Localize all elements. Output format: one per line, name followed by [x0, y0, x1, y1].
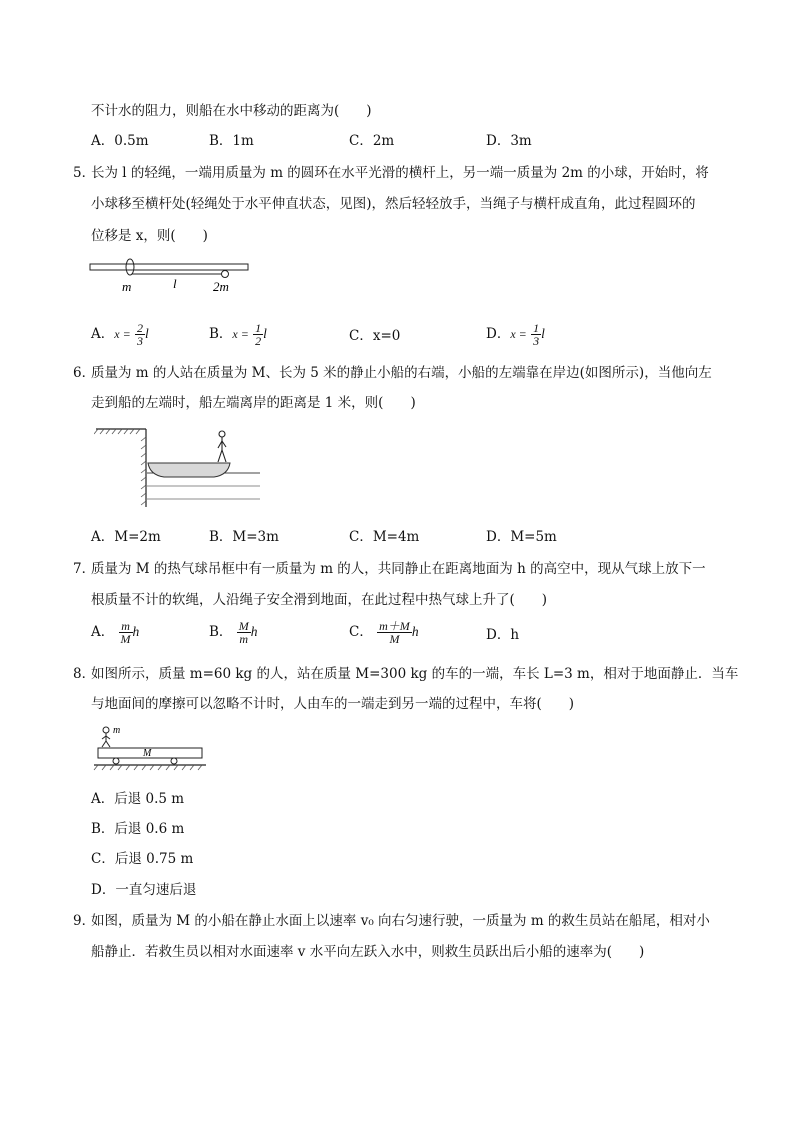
- q8-stem-line1: 如图所示，质量 m=60 kg 的人，站在质量 M=300 kg 的车的一端，车长 L=3 m，相对于地面静止．当车: [91, 666, 739, 682]
- boat-icon: [148, 463, 230, 477]
- q5-option-a[interactable]: A．x = $\frac{2}{3}$ l: [91, 321, 149, 348]
- q4-option-c[interactable]: C．2m: [349, 133, 395, 149]
- q5-stem-line3: 位移是 x，则( ): [91, 228, 208, 244]
- q8-stem-line2: 与地面间的摩擦可以忽略不计时，人由车的一端走到另一端的过程中，车将( ): [91, 696, 575, 712]
- q5-stem-line1: 长为 l 的轻绳，一端用质量为 m 的圆环在水平光滑的横杆上，另一端一质量为 2m 的小球，开始时，将: [91, 165, 709, 181]
- q8-option-a[interactable]: A．后退 0.5 m: [91, 791, 185, 807]
- q5-option-d[interactable]: D．x = $\frac{1}{3}$ l: [486, 321, 545, 348]
- q7-number: 7．: [73, 561, 96, 577]
- q5-number: 5．: [73, 165, 96, 181]
- q8-option-b[interactable]: B．后退 0.6 m: [91, 821, 185, 837]
- q7-option-c[interactable]: C． $\frac{m+M}{M}$ h: [349, 619, 419, 646]
- q6-stem-line2: 走到船的左端时，船左端离岸的距离是 1 米，则( ): [91, 395, 416, 411]
- q9-stem-line1: 如图，质量为 M 的小船在静止水面上以速率 v₀ 向右匀速行驶，一质量为 m 的救生员站在船尾，相对小: [91, 913, 710, 929]
- q7-option-b[interactable]: B． $\frac{M}{m}$ h: [209, 619, 258, 646]
- q4-option-a[interactable]: A．0.5m: [91, 133, 149, 149]
- q8-cart-person-figure: [92, 722, 210, 772]
- q7-option-d[interactable]: D．h: [486, 627, 520, 643]
- q8-option-d[interactable]: D．一直匀速后退: [91, 882, 197, 898]
- q5-option-c[interactable]: C．x=0: [349, 328, 401, 344]
- q7-stem-line1: 质量为 M 的热气球吊框中有一质量为 m 的人，共同静止在距离地面为 h 的高空中，现从气球上放下一: [91, 561, 706, 577]
- q5-option-b[interactable]: B．x = $\frac{1}{2}$ l: [209, 321, 267, 348]
- q5-stem-line2: 小球移至横杆处(轻绳处于水平伸直状态，见图)，然后轻轻放手，当绳子与横杆成直角，此过程圆环的: [91, 196, 696, 212]
- q6-boat-shore-figure: [94, 425, 264, 515]
- q7-stem-line2: 根质量不计的软绳，人沿绳子安全滑到地面，在此过程中热气球上升了( ): [91, 592, 548, 608]
- q6-option-b[interactable]: B．M=3m: [209, 529, 279, 545]
- q8-number: 8．: [73, 666, 96, 682]
- person-icon: [218, 431, 226, 462]
- q6-stem-line1: 质量为 m 的人站在质量为 M、长为 5 米的静止小船的右端，小船的左端靠在岸边(如图所示)，当他向左: [91, 365, 712, 381]
- q7-option-a[interactable]: A． $\frac{m}{M}$ h: [91, 619, 140, 646]
- fig-label-M: M: [143, 748, 152, 759]
- q6-number: 6．: [73, 365, 96, 381]
- person-icon: [102, 727, 110, 747]
- q4-option-b[interactable]: B．1m: [209, 133, 254, 149]
- q9-stem-line2: 船静止．若救生员以相对水面速率 v 水平向左跃入水中，则救生员跃出后小船的速率为( ): [91, 944, 645, 960]
- fig-label-2m: 2m: [213, 279, 229, 294]
- q4-stem-continuation: 不计水的阻力，则船在水中移动的距离为( ): [91, 103, 372, 119]
- q8-option-c[interactable]: C．后退 0.75 m: [91, 851, 194, 867]
- fig-label-m: m: [122, 279, 132, 294]
- q5-ring-rod-figure: [88, 256, 258, 298]
- ring-icon: [126, 259, 134, 275]
- q6-option-a[interactable]: A．M=2m: [91, 529, 161, 545]
- q6-option-c[interactable]: C．M=4m: [349, 529, 420, 545]
- q4-option-d[interactable]: D．3m: [486, 133, 532, 149]
- ball-icon: [222, 271, 229, 278]
- q9-number: 9．: [73, 913, 96, 929]
- fig-label-m: m: [113, 725, 121, 736]
- q6-option-d[interactable]: D．M=5m: [486, 529, 557, 545]
- fig-label-l: l: [173, 276, 177, 291]
